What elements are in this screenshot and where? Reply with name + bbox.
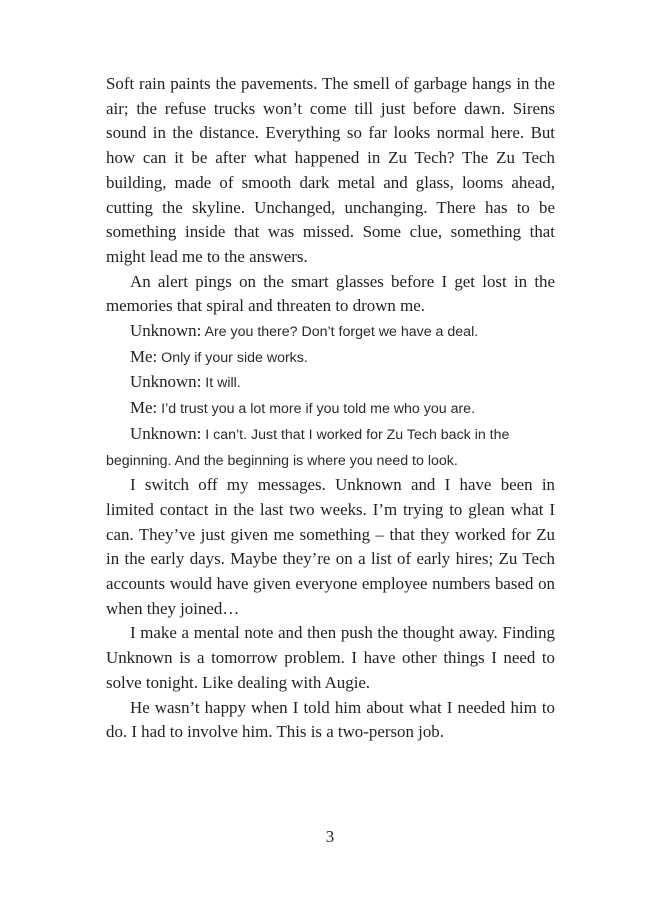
- chat-message: I can’t. Just that I worked for Zu Tech back in the beginning. And the beginning is where you need to look.: [106, 426, 510, 469]
- chat-speaker: Unknown:: [130, 423, 202, 443]
- chat-message: Are you there? Don’t forget we have a deal.: [201, 324, 479, 341]
- chat-line: [106, 370, 555, 396]
- chat-line: [106, 319, 555, 345]
- body-text: [106, 72, 555, 745]
- chat-speaker: Unknown:: [130, 321, 202, 341]
- chat-line: [106, 396, 555, 422]
- page-number: 3: [325, 827, 335, 846]
- chat-message: Only if your side works.: [157, 349, 308, 366]
- paragraph-switch-off: I switch off my messages. Unknown and I have been in limited contact in the last two weeks. I’m trying to glean what I can. They’ve just given me something – that they worked for Zu in the early days. Maybe they’re on a list of early hires; Zu Tech accounts would have given everyone employee numbers based on when they joined…: [106, 475, 555, 618]
- chat-line: [106, 345, 555, 371]
- paragraph-alert: An alert pings on the smart glasses before I get lost in the memories that spiral and threaten to drown me.: [106, 271, 555, 316]
- paragraph-opening: Soft rain paints the pavements. The smell of garbage hangs in the air; the refuse trucks won’t come till just before dawn. Sirens sound in the distance. Everything so far looks normal here. But how can it be after what happened in Zu Tech? The Zu Tech building, made of smooth dark metal and glass, looms ahead, cutting the skyline. Unchanged, unchanging. There has to be something inside that was missed. Some clue, something that might lead me to the answers.: [106, 74, 555, 266]
- chat-line: [106, 422, 555, 473]
- chat-speaker: Me:: [130, 398, 158, 418]
- paragraph-augie: He wasn’t happy when I told him about what I needed him to do. I had to involve him. This is a two-person job.: [106, 697, 555, 742]
- paragraph-mental-note: I make a mental note and then push the thought away. Finding Unknown is a tomorrow problem. I have other things I need to solve tonight. Like dealing with Augie.: [106, 623, 555, 692]
- chat-speaker: Unknown:: [130, 372, 202, 392]
- chat-speaker: Me:: [130, 346, 158, 366]
- chat-message: I’d trust you a lot more if you told me who you are.: [157, 401, 476, 418]
- chat-message: It will.: [201, 375, 241, 392]
